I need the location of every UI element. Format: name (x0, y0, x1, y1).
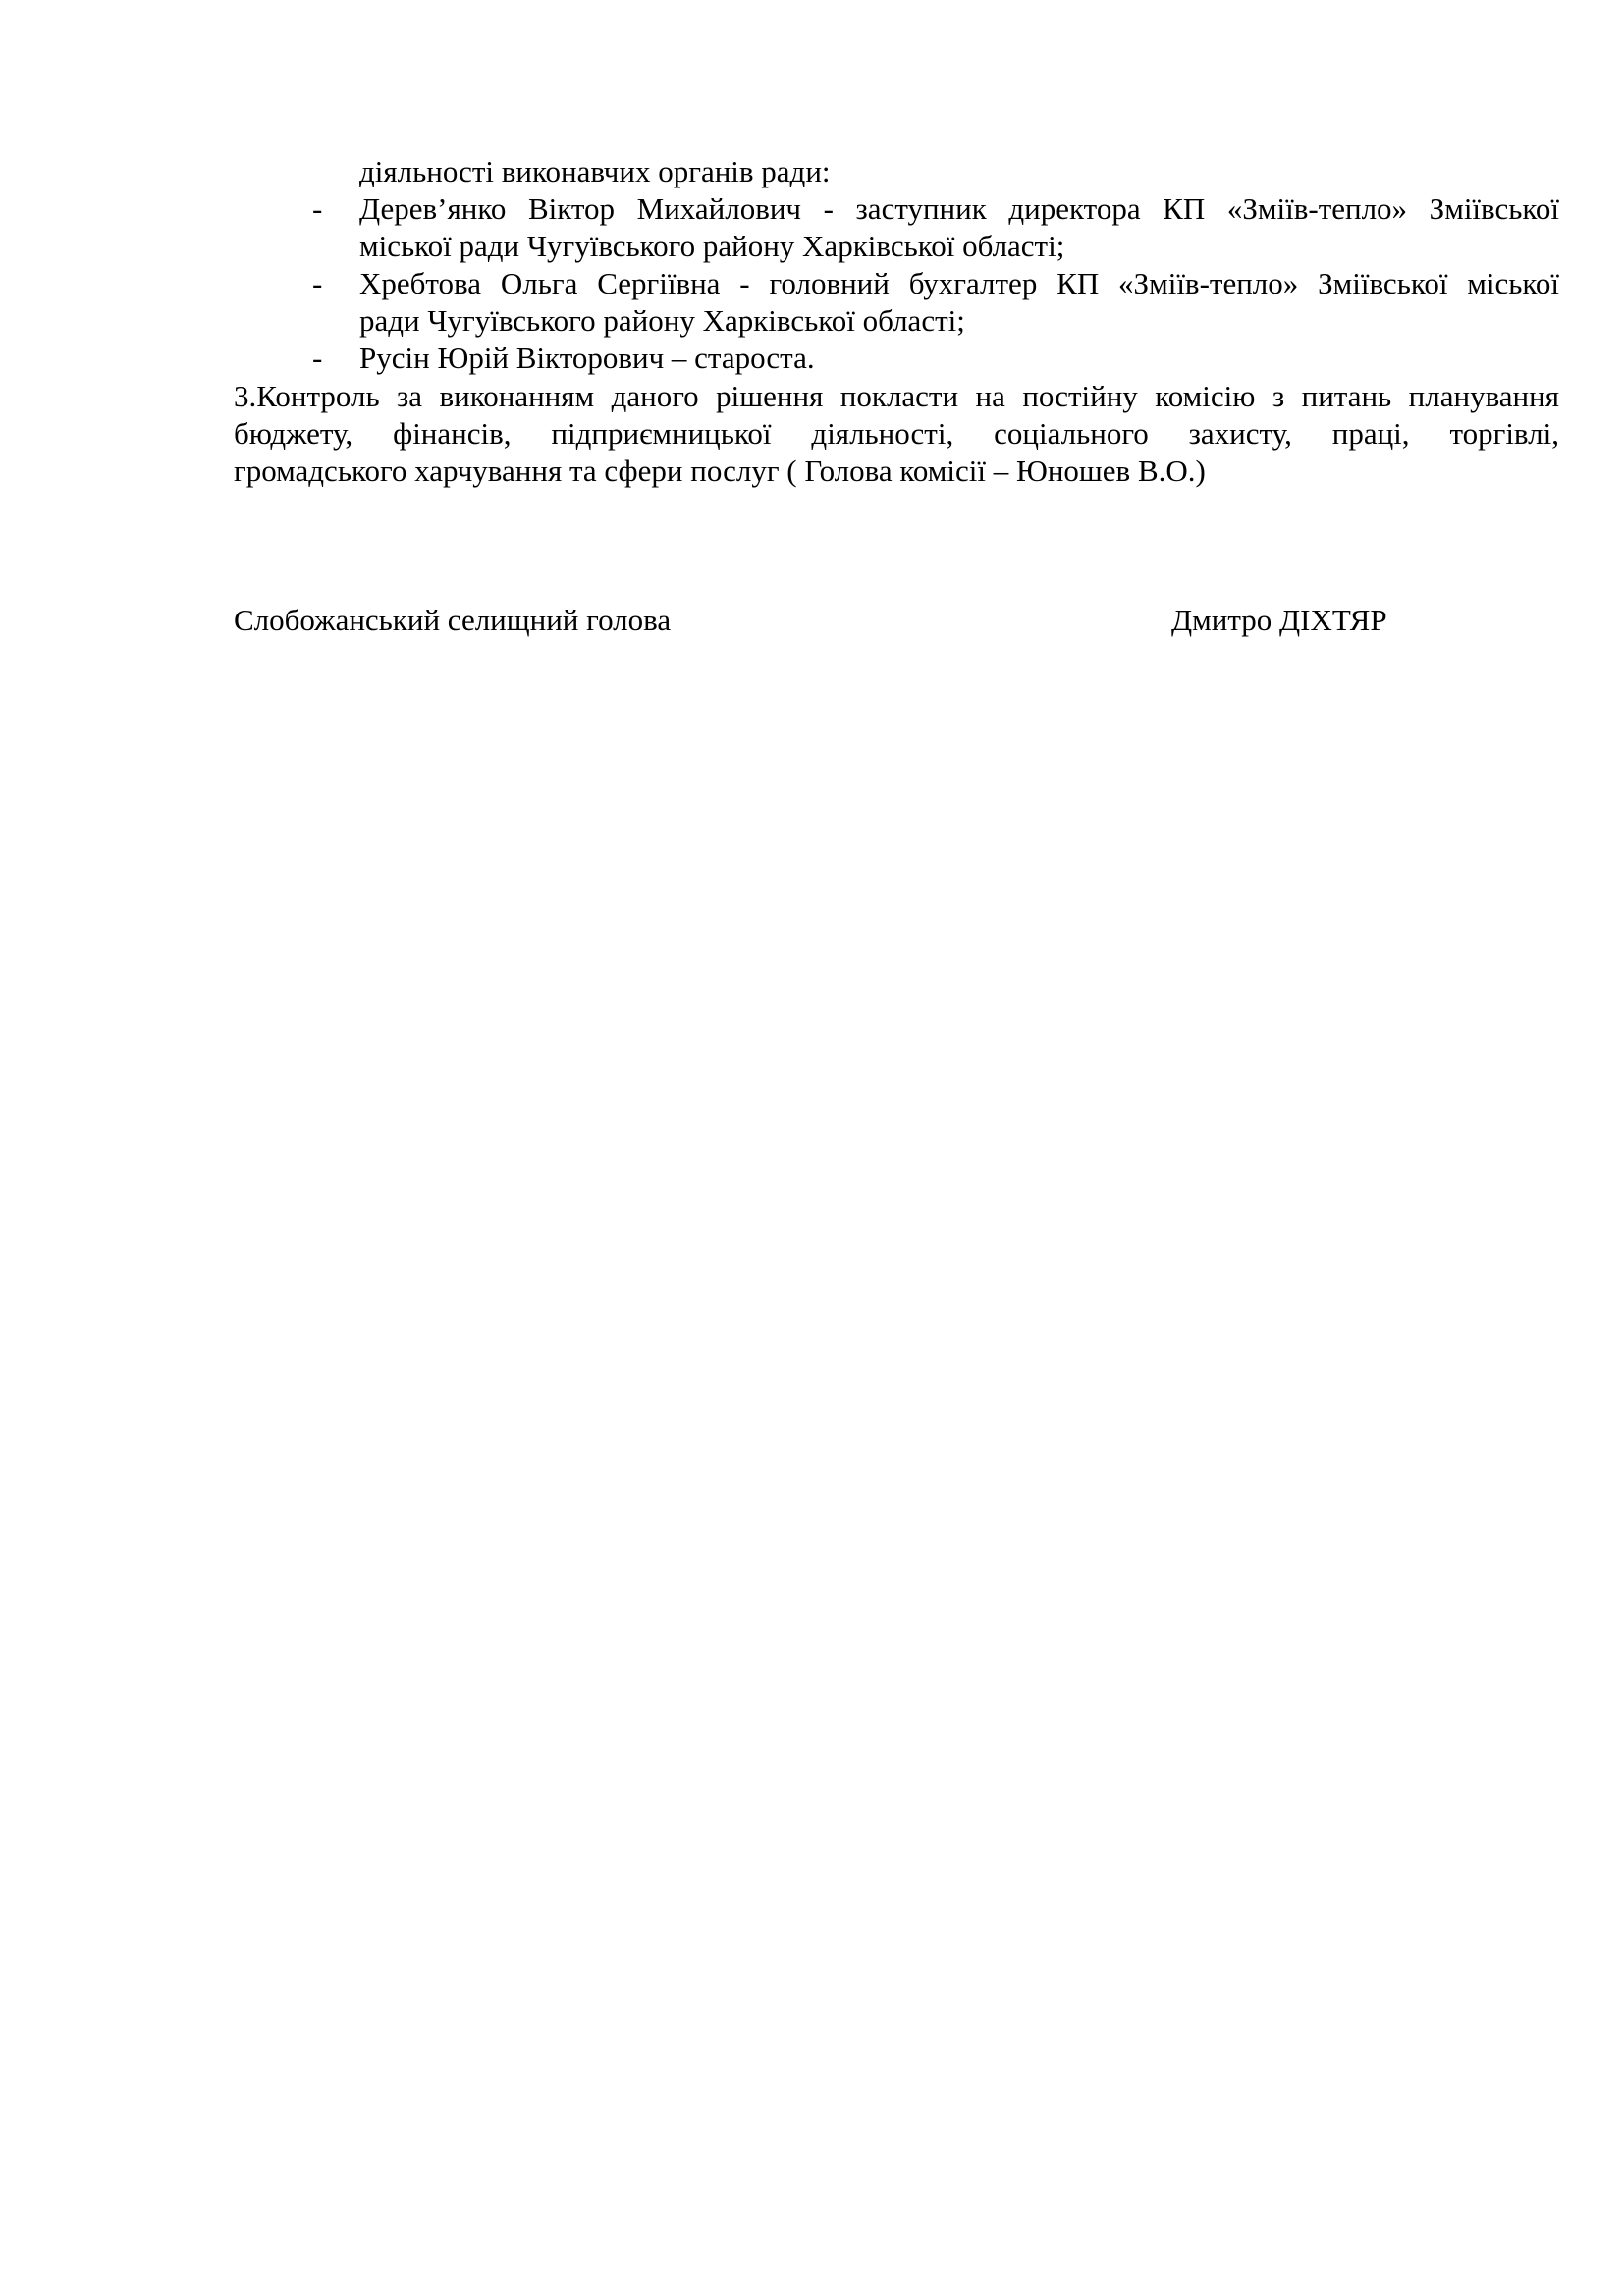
continuation-line: діяльності виконавчих органів ради: (359, 154, 831, 188)
list-item (234, 190, 1559, 265)
list-item (234, 265, 1559, 340)
list-marker: - (312, 341, 323, 375)
paragraph-3 (234, 378, 1559, 490)
paragraph-line: 3.Контроль за виконанням даного рішення покласти на постійну комісію з питань планування (234, 379, 1559, 413)
signature-block (234, 602, 1412, 641)
list-item (234, 340, 1559, 377)
signatory-name: Дмитро ДІХТЯР (1171, 603, 1387, 637)
list-marker: - (312, 266, 323, 300)
signatory-title: Слобожанський селищний голова (234, 603, 672, 637)
list-item-line: Русін Юрій Вікторович – староста. (359, 341, 815, 375)
members-list (234, 190, 1559, 377)
list-item-line: Хребтова Ольга Сергіївна - головний бухгалтер КП «Зміїв-тепло» Зміївської міської (359, 266, 1559, 300)
list-item-line: Дерев’янко Віктор Михайлович - заступник директора КП «Зміїв-тепло» Зміївської (359, 191, 1559, 226)
paragraph-line: громадського харчування та сфери послуг ( Голова комісії – Юношев В.О.) (234, 454, 1206, 488)
list-item-line: міської ради Чугуївського району Харківської області; (359, 229, 1065, 263)
list-item-line: ради Чугуївського району Харківської області; (359, 303, 965, 338)
paragraph-line: бюджету, фінансів, підприємницької діяльності, соціального захисту, праці, торгівлі, (234, 416, 1559, 451)
list-marker: - (312, 191, 323, 226)
